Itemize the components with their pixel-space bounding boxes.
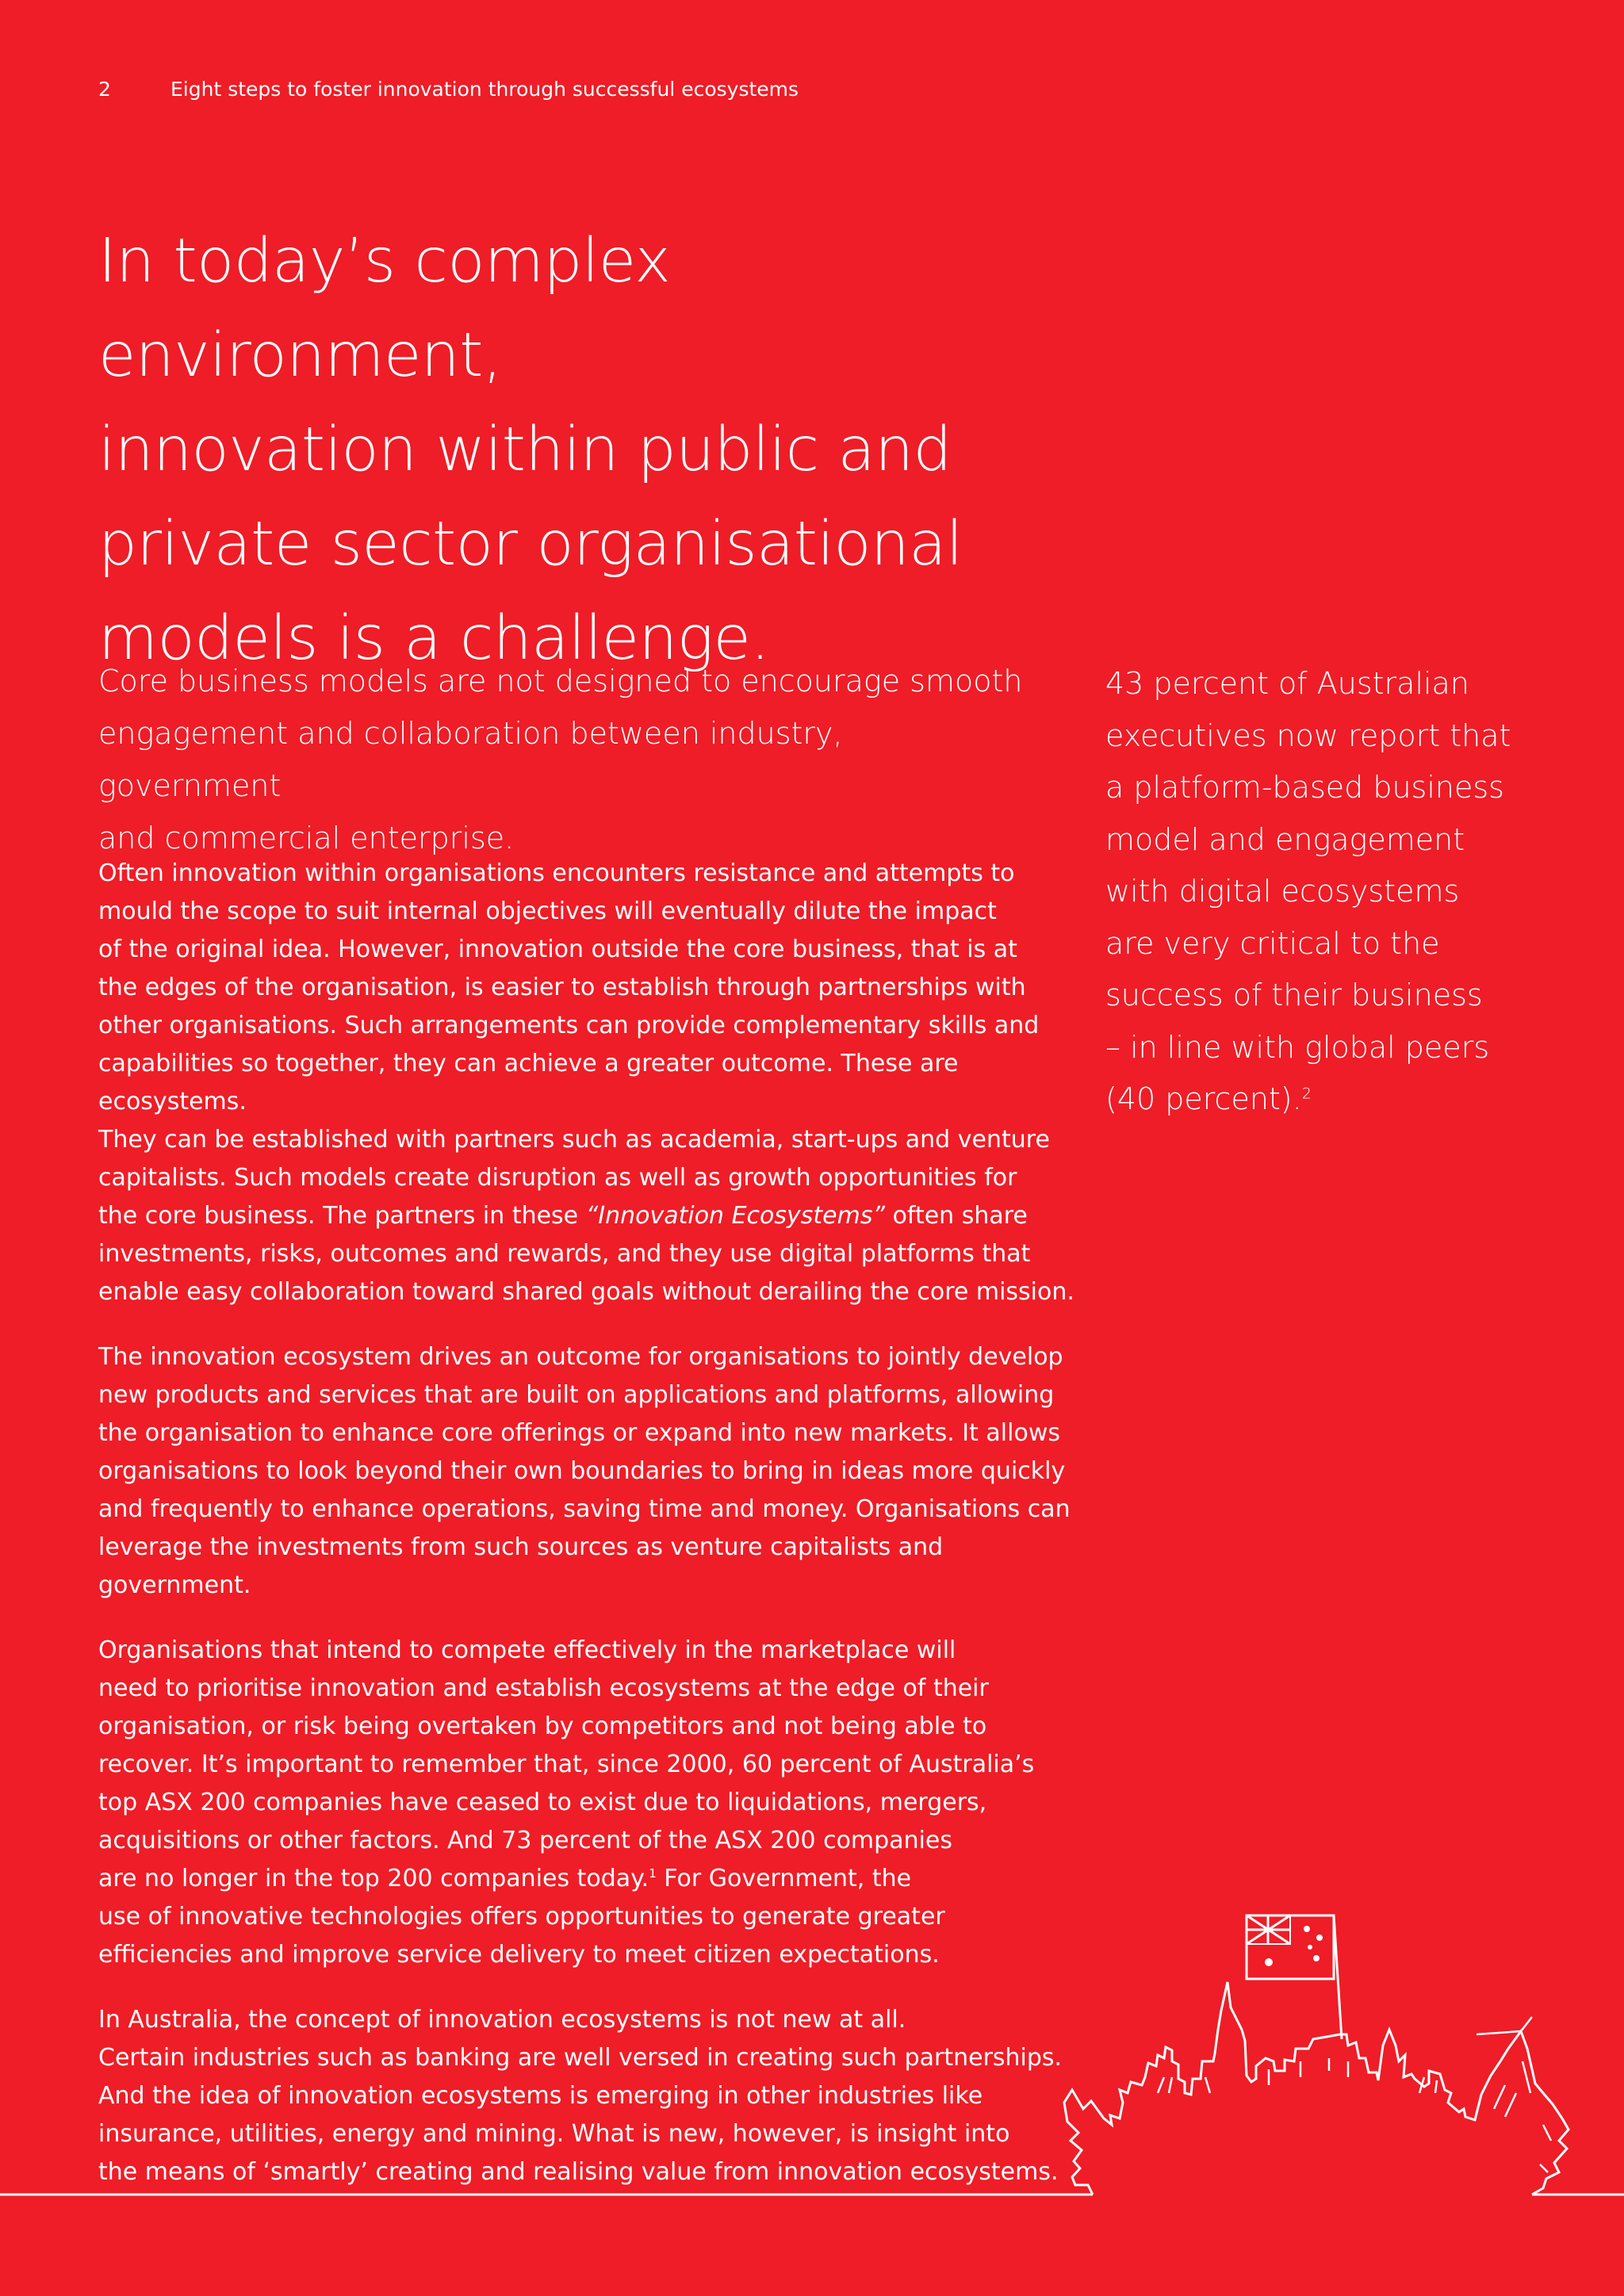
callout-line: model and engagement (1105, 821, 1465, 857)
body-line: and frequently to enhance operations, saving time and money. Organisations can (98, 1495, 1071, 1523)
lede-line: and commercial enterprise. (98, 821, 515, 855)
running-title: Eight steps to foster innovation through successful ecosystems (170, 78, 799, 101)
body-line: investments, risks, outcomes and rewards, and they use digital platforms that (98, 1240, 1031, 1268)
callout-line: are very critical to the (1105, 925, 1440, 961)
footnote-ref-2: 2 (1301, 1085, 1312, 1103)
body-line: often share (885, 1202, 1028, 1230)
body-line: The innovation ecosystem drives an outcome for organisations to jointly develop (98, 1343, 1063, 1371)
body-line: They can be established with partners such as academia, start-ups and venture (98, 1126, 1050, 1154)
callout-line: (40 percent). (1105, 1081, 1302, 1116)
body-line: insurance, utilities, energy and mining. What is new, however, is insight into (98, 2120, 1010, 2148)
body-line: efficiencies and improve service delivery to meet citizen expectations. (98, 1941, 940, 1969)
body-line: mould the scope to suit internal objectives will eventually dilute the impact (98, 897, 997, 925)
body-line: For Government, the (656, 1865, 912, 1892)
callout-line: 43 percent of Australian (1105, 666, 1469, 701)
body-line: of the original idea. However, innovation outside the core business, that is at (98, 936, 1017, 963)
body-line: top ASX 200 companies have ceased to exist due to liquidations, mergers, (98, 1789, 987, 1816)
headline-line: private sector organisational (98, 509, 963, 580)
body-line: need to prioritise innovation and establish ecosystems at the edge of their (98, 1674, 989, 1702)
stat-callout (1105, 658, 1581, 1126)
body-line: use of innovative technologies offers opportunities to generate greater (98, 1903, 945, 1931)
page-headline (98, 214, 1090, 686)
body-line: organisations to look beyond their own boundaries to bring in ideas more quickly (98, 1457, 1066, 1485)
body-line: And the idea of innovation ecosystems is emerging in other industries like (98, 2082, 983, 2110)
running-header (98, 78, 799, 101)
body-line: Certain industries such as banking are well versed in creating such partnerships. (98, 2044, 1063, 2072)
body-line: Organisations that intend to compete effectively in the marketplace will (98, 1636, 956, 1664)
italic-term: “Innovation Ecosystems” (585, 1202, 886, 1230)
lede-line: engagement and collaboration between industry, government (98, 716, 843, 803)
body-line: leverage the investments from such sources as venture capitalists and government. (98, 1533, 944, 1599)
body-line: the organisation to enhance core offerings or expand into new markets. It allows (98, 1419, 1060, 1447)
body-line: the means of ‘smartly’ creating and realising value from innovation ecosystems. (98, 2158, 1059, 2186)
body-line: the core business. The partners in these (98, 1202, 586, 1230)
city-skyline-with-australian-flag-icon (0, 1903, 1624, 2220)
body-line: new products and services that are built on applications and platforms, allowing (98, 1381, 1055, 1409)
body-line: other organisations. Such arrangements can provide complementary skills and (98, 1012, 1040, 1039)
body-line: organisation, or risk being overtaken by competitors and not being able to (98, 1712, 987, 1740)
footnote-ref-1: 1 (649, 1866, 657, 1881)
callout-line: success of their business (1105, 978, 1483, 1012)
body-paragraph-2 (98, 1338, 1090, 1605)
body-line: recover. It’s important to remember that, since 2000, 60 percent of Australia’s (98, 1751, 1035, 1778)
body-line: enable easy collaboration toward shared goals without derailing the core mission. (98, 1278, 1074, 1306)
headline-line: innovation within public and (98, 415, 952, 485)
body-paragraph-1 (98, 855, 1090, 1311)
lede-line: Core business models are not designed to encourage smooth (98, 664, 1023, 698)
body-line: In Australia, the concept of innovation ecosystems is not new at all. (98, 2006, 906, 2034)
callout-line: with digital ecosystems (1105, 874, 1460, 909)
body-line: Often innovation within organisations encounters resistance and attempts to (98, 859, 1015, 887)
headline-line: In today’s complex environment, (98, 226, 671, 391)
skyline-outline (1064, 1982, 1568, 2195)
body-line: capitalists. Such models create disruption as well as growth opportunities for (98, 1164, 1017, 1192)
body-line: acquisitions or other factors. And 73 percent of the ASX 200 companies (98, 1827, 953, 1854)
lede-paragraph (98, 655, 1034, 864)
page-number: 2 (98, 78, 111, 101)
headline-line: models is a challenge. (98, 603, 770, 674)
body-line: the edges of the organisation, is easier to establish through partnerships with (98, 974, 1026, 1001)
australian-flag-icon (1247, 1915, 1342, 2039)
callout-line: – in line with global peers (1105, 1029, 1490, 1065)
callout-line: a platform-based business (1105, 770, 1504, 805)
body-line: capabilities so together, they can achieve a greater outcome. These are ecosystems. (98, 1050, 959, 1115)
callout-line: executives now report that (1105, 718, 1511, 753)
body-line: are no longer in the top 200 companies today. (98, 1865, 649, 1892)
